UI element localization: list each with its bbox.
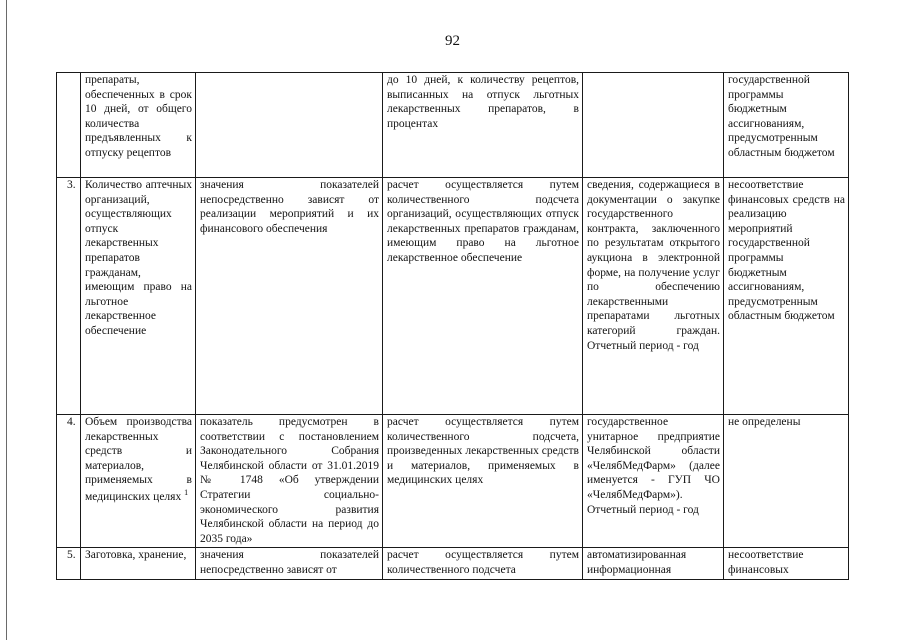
indicator-name-cell: Количество аптечных организаций, осуществляющих отпуск лекарственных препаратов гражданам, имеющим право на льготное лекарственное обеспечение: [81, 178, 196, 415]
table-row: [57, 73, 849, 178]
justification-cell: значения показателей непосредственно зависят от: [196, 548, 383, 580]
scan-edge-line: [6, 0, 7, 640]
calculation-method-cell: расчет осуществляется путем количественного подсчета организаций, осуществляющих отпуск лекарственных препаратов гражданам, имеющим право на льготное лекарственное обеспечение: [383, 178, 583, 415]
risk-cell: не определены: [724, 415, 849, 548]
table-row: [57, 415, 849, 548]
table-row: [57, 178, 849, 415]
calculation-method-cell: до 10 дней, к количеству рецептов, выписанных на отпуск льготных лекарственных препаратов, в процентах: [383, 73, 583, 178]
justification-cell: [196, 73, 383, 178]
data-source-cell: сведения, содержащиеся в документации о закупке государственного контракта, заключенного по результатам открытого аукциона в электронной форме, на получение услуг по обеспечению лекарственными препаратами льготных категорий граждан. Отчетный период - год: [583, 178, 724, 415]
justification-cell: значения показателей непосредственно зависят от реализации мероприятий и их финансового обеспечения: [196, 178, 383, 415]
table-row: [57, 548, 849, 580]
risk-cell: государственной программы бюджетным ассигнованиям, предусмотренным областным бюджетом: [724, 73, 849, 178]
data-source-cell: государственное унитарное предприятие Челябинской области «ЧелябМедФарм» (далее именуется - ГУП ЧО «ЧелябМедФарм»). Отчетный период - год: [583, 415, 724, 548]
row-number: 3.: [57, 178, 81, 415]
page-number: 92: [445, 33, 460, 49]
calculation-method-cell: расчет осуществляется путем количественного подсчета, произведенных лекарственных средств и материалов, применяемых в медицинских целях: [383, 415, 583, 548]
row-number: 4.: [57, 415, 81, 548]
justification-cell: показатель предусмотрен в соответствии с постановлением Законодательного Собрания Челябинской области от 31.01.2019 № 1748 «Об утверждении Стратегии социально-экономического развития Челябинской области на период до 2035 года»: [196, 415, 383, 548]
calculation-method-cell: расчет осуществляется путем количественного подсчета: [383, 548, 583, 580]
indicator-name-cell: Заготовка, хранение,: [81, 548, 196, 580]
data-source-cell: [583, 73, 724, 178]
row-number: 5.: [57, 548, 81, 580]
indicator-name-cell: препараты, обеспеченных в срок 10 дней, от общего количества предъявленных к отпуску рецептов: [81, 73, 196, 178]
indicators-table: [56, 72, 849, 580]
risk-cell: несоответствие финансовых: [724, 548, 849, 580]
row-number: [57, 73, 81, 178]
indicator-name-cell: Объем производства лекарственных средств и материалов, применяемых в медицинских целях $^1$: [81, 415, 196, 548]
footnote-marker: 1: [184, 487, 189, 497]
data-source-cell: автоматизированная информационная: [583, 548, 724, 580]
risk-cell: несоответствие финансовых средств на реализацию мероприятий государственной программы бюджетным ассигнованиям, предусмотренным областным бюджетом: [724, 178, 849, 415]
